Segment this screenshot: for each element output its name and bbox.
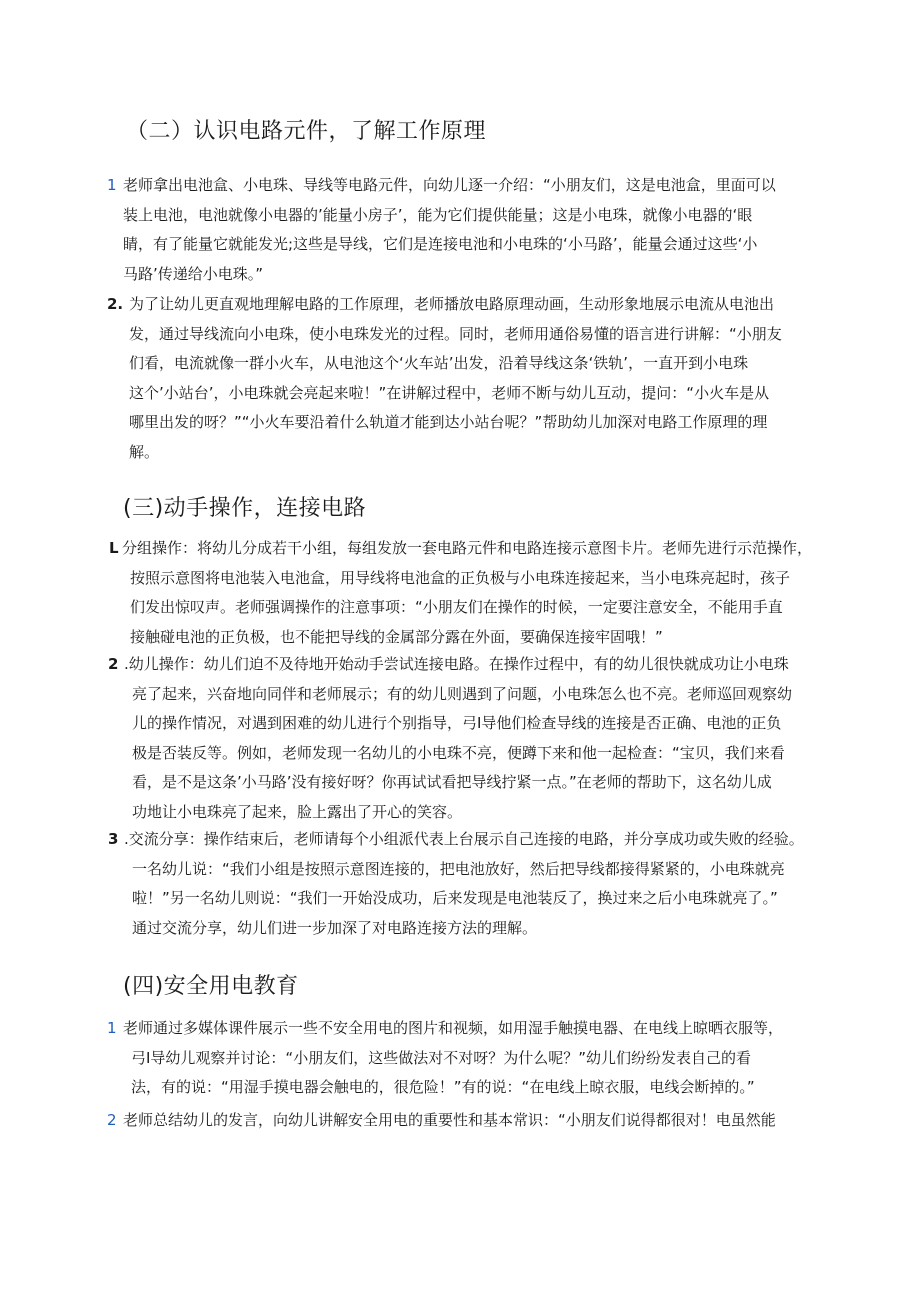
text-line: 分组操作：将幼儿分成若干小组，每组发放一套电路元件和电路连接示意图卡片。老师先进行示范操作， (122, 539, 813, 557)
paragraph-2-1 (107, 171, 823, 289)
paragraph-2-2 (107, 290, 829, 467)
paragraph-3-2 (108, 650, 824, 827)
paragraph-3-3 (108, 825, 824, 943)
text-line: 马路’传递给小电珠。” (123, 264, 264, 283)
text-line: 极是否装反等。例如，老师发现一名幼儿的小电珠不亮，便蹲下来和他一起检查：“宝贝，我们来看 (132, 743, 785, 762)
paragraph-3-1 (109, 534, 822, 652)
item-number: 2 (108, 655, 119, 673)
section-heading-3: (三)动手操作，连接电路 (123, 496, 367, 521)
text-line: 看，是不是这条’小马路’没有接好呀？你再试试看把导线拧紧一点。”在老师的帮助下，这名幼儿成 (132, 773, 772, 791)
text-line: .幼儿操作：幼儿们迫不及待地开始动手尝试连接电路。在操作过程中，有的幼儿很快就成功让小电珠 (124, 655, 789, 673)
text-line: 为了让幼儿更直观地理解电路的工作原理，老师播放电路原理动画，生动形象地展示电流从电池出 (129, 295, 775, 313)
paragraph-4-1 (107, 1014, 823, 1103)
text-line: 亮了起来，兴奋地向同伴和老师展示；有的幼儿则遇到了问题，小电珠怎么也不亮。老师巡回观察幼 (132, 684, 793, 703)
text-line: 这个’小站台’，小电珠就会亮起来啦！”在讲解过程中，老师不断与幼儿互动，提问：“小火车是从 (129, 383, 770, 402)
text-line: 解。 (129, 442, 160, 461)
item-number: 2 (107, 1111, 117, 1129)
item-number: 3 (108, 830, 119, 848)
text-line: 按照示意图将电池装入电池盒，用导线将电池盒的正负极与小电珠连接起来，当小电珠亮起时，孩子 (130, 568, 791, 587)
text-line: 装上电池，电池就像小电器的’能量小房子’，能为它们提供能量；这是小电珠，就像小电器的‘眼 (123, 205, 753, 224)
text-line: 老师拿出电池盒、小电珠、导线等电路元件，向幼儿逐一介绍：“小朋友们，这是电池盒，里面可以 (123, 176, 776, 194)
text-line: 们看，电流就像一群小火车，从电池这个‘火车站’出发，沿着导线这条‘铁轨’，一直开到小电珠 (129, 354, 749, 372)
section-heading-4: (四)安全用电教育 (123, 974, 299, 999)
text-line: 法，有的说：“用湿手摸电器会触电的，很危险！”有的说：“在电线上晾衣服，电线会断掉的。” (131, 1078, 755, 1096)
text-line: 通过交流分享，幼儿们进一步加深了对电路连接方法的理解。 (132, 918, 538, 937)
text-line: .交流分享：操作结束后，老师请每个小组派代表上台展示自己连接的电路，并分享成功或失败的经验。 (124, 830, 804, 848)
item-number: 2. (107, 295, 124, 313)
item-number: L (109, 539, 119, 557)
section-heading-2: （二）认识电路元件，了解工作原理 (126, 119, 487, 144)
text-line: 儿的操作情况，对遇到困难的幼儿进行个别指导，弓I导他们检查导线的连接是否正确、电池的正负 (132, 714, 782, 732)
text-line: 接触碰电池的正负极，也不能把导线的金属部分露在外面，要确保连接牢固哦！” (130, 627, 663, 646)
text-line: 弓I导幼儿观察并讨论：“小朋友们，这些做法对不对呀？为什么呢？”幼儿们纷纷发表自己的看 (131, 1048, 751, 1067)
paragraph-4-2 (107, 1106, 823, 1136)
text-line: 功地让小电珠亮了起来，脸上露出了开心的笑容。 (132, 802, 463, 821)
item-number: 1 (107, 176, 117, 194)
text-line: 老师总结幼儿的发言，向幼儿讲解安全用电的重要性和基本常识：“小朋友们说得都很对！电虽然能 (123, 1111, 776, 1129)
text-line: 老师通过多媒体课件展示一些不安全用电的图片和视频，如用湿手触摸电器、在电线上晾晒衣服等， (123, 1019, 784, 1037)
text-line: 一名幼儿说：“我们小组是按照示意图连接的，把电池放好，然后把导线都接得紧紧的，小电珠就亮 (132, 859, 785, 878)
item-number: 1 (107, 1019, 117, 1037)
text-line: 们发出惊叹声。老师强调操作的注意事项：“小朋友们在操作的时候，一定要注意安全，不能用手直 (130, 598, 783, 616)
text-line: 啦！”另一名幼儿则说：“我们一开始没成功，后来发现是电池装反了，换过来之后小电珠就亮了。” (132, 889, 778, 907)
text-line: 睛，有了能量它就能发光;这些是导线，它们是连接电池和小电珠的‘小马路’，能量会通过这些‘小 (123, 235, 758, 253)
text-line: 发，通过导线流向小电珠，使小电珠发光的过程。同时，老师用通俗易懂的语言进行讲解：“小朋友 (129, 324, 782, 343)
text-line: 哪里出发的呀？”“小火车要沿着什么轨道才能到达小站台呢？”帮助幼儿加深对电路工作原理的理 (129, 413, 768, 431)
